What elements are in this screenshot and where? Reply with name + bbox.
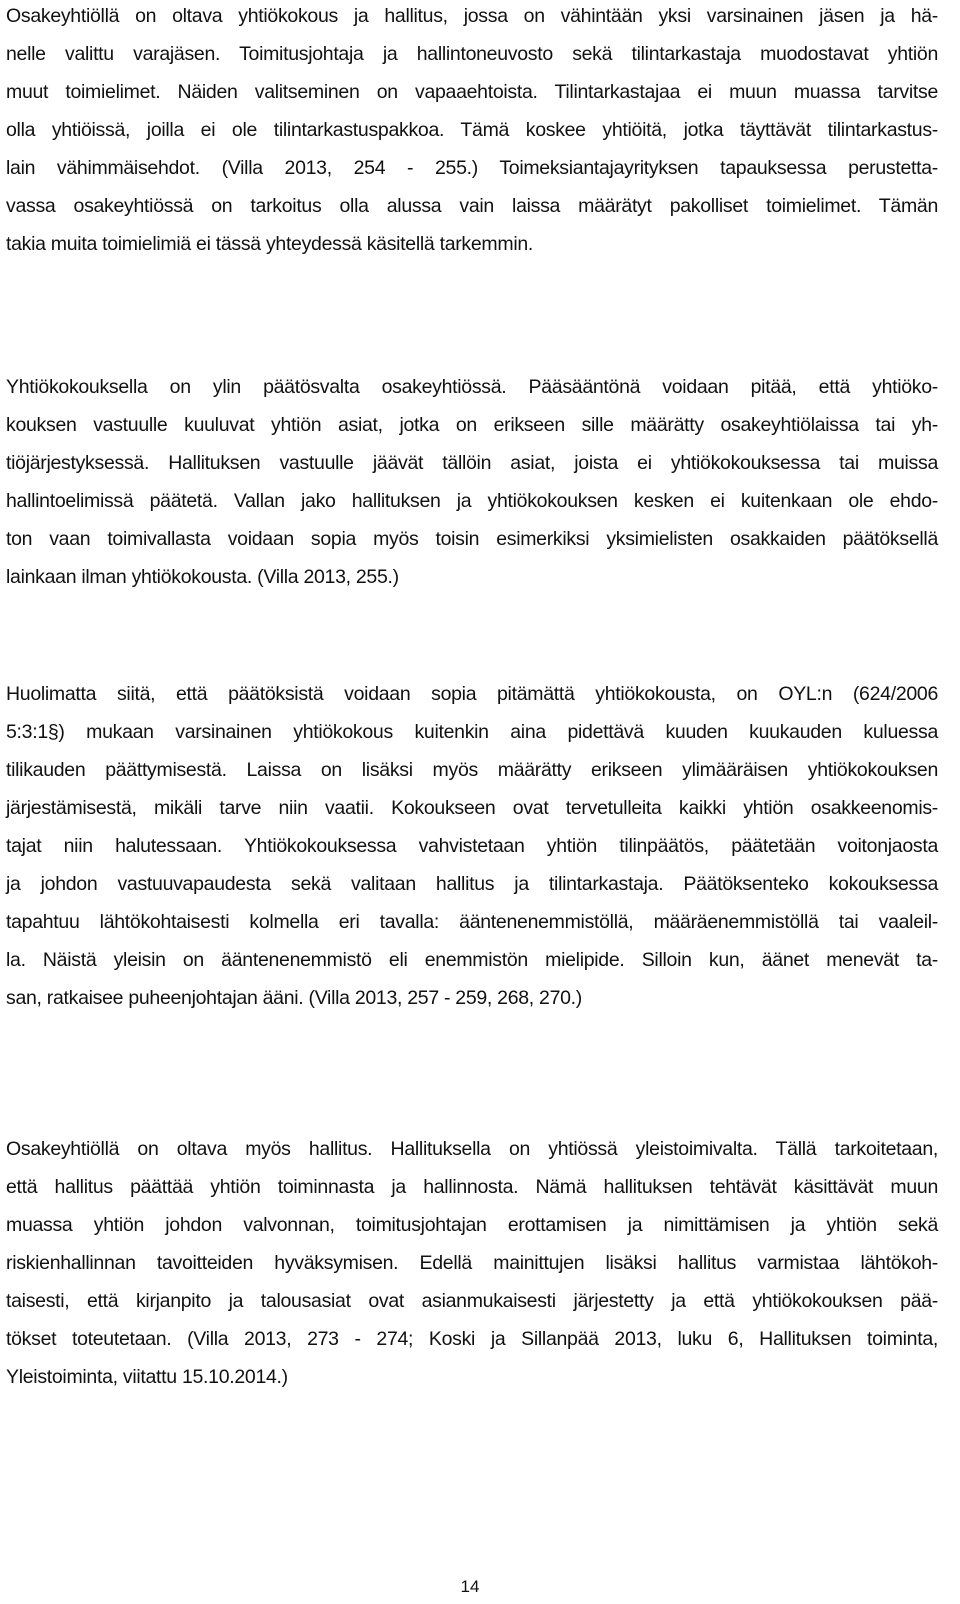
text-line: tapahtuu lähtökohtaisesti kolmella eri tavalla: ääntenenemmistöllä, määräenemmistöllä tai vaaleil- xyxy=(6,911,938,934)
text-line: tilikauden päättymisestä. Laissa on lisäksi myös määrätty erikseen ylimääräisen yhtiökokouksen xyxy=(6,759,938,782)
paragraph-4 xyxy=(6,1130,938,1396)
text-line: ton vaan toimivallasta voidaan sopia myös toisin esimerkiksi yksimielisten osakkaiden päätöksellä xyxy=(6,528,938,551)
paragraph-2 xyxy=(6,368,938,596)
text-line: tajat niin halutessaan. Yhtiökokouksessa vahvistetaan yhtiön tilinpäätös, päätetään voitonjaosta xyxy=(6,835,938,858)
text-line: lain vähimmäisehdot. (Villa 2013, 254 - 255.) Toimeksiantajayrityksen tapauksessa perustetta- xyxy=(6,157,938,180)
text-line: san, ratkaisee puheenjohtajan ääni. (Villa 2013, 257 - 259, 268, 270.) xyxy=(6,987,582,1010)
text-line: tökset toteutetaan. (Villa 2013, 273 - 274; Koski ja Sillanpää 2013, luku 6, Hallituksen toiminta, xyxy=(6,1328,938,1351)
text-line: Osakeyhtiöllä on oltava yhtiökokous ja hallitus, jossa on vähintään yksi varsinainen jäsen ja hä- xyxy=(6,5,938,27)
text-line: takia muita toimielimiä ei tässä yhteydessä käsitellä tarkemmin. xyxy=(6,233,534,256)
text-line: hallintoelimissä päätetä. Vallan jako hallituksen ja yhtiökokouksen kesken ei kuitenkaan ole ehdo- xyxy=(6,490,938,513)
text-line: nelle valittu varajäsen. Toimitusjohtaja ja hallintoneuvosto sekä tilintarkastaja muodostavat yhtiön xyxy=(6,43,938,66)
text-line: kouksen vastuulle kuuluvat yhtiön asiat, jotka on erikseen sille määrätty osakeyhtiölaissa tai yh- xyxy=(6,414,938,437)
text-line: Osakeyhtiöllä on oltava myös hallitus. Hallituksella on yhtiössä yleistoimivalta. Tällä tarkoitetaan, xyxy=(6,1138,938,1160)
text-line: järjestämisestä, mikäli tarve niin vaatii. Kokoukseen ovat tervetulleita kaikki yhtiön osakkeenomis- xyxy=(6,797,938,820)
text-line: 5:3:1§) mukaan varsinainen yhtiökokous kuitenkin aina pidettävä kuuden kuukauden kuluessa xyxy=(6,721,938,744)
paragraph-3 xyxy=(6,675,938,1017)
text-line: taisesti, että kirjanpito ja talousasiat ovat asianmukaisesti järjestetty ja että yhtiökokouksen pää- xyxy=(6,1290,938,1313)
text-line: Yhtiökokouksella on ylin päätösvalta osakeyhtiössä. Pääsääntönä voidaan pitää, että yhtiöko- xyxy=(6,376,938,398)
paragraph-1 xyxy=(6,0,938,263)
text-line: muut toimielimet. Näiden valitseminen on vapaaehtoista. Tilintarkastajaa ei muun muassa tarvitse xyxy=(6,81,938,104)
text-line: Yleistoiminta, viitattu 15.10.2014.) xyxy=(6,1366,288,1389)
text-line: tiöjärjestyksessä. Hallituksen vastuulle jäävät tällöin asiat, joista ei yhtiökokouksessa tai muissa xyxy=(6,452,938,475)
text-line: muassa yhtiön johdon valvonnan, toimitusjohtajan erottamisen ja nimittämisen ja yhtiön sekä xyxy=(6,1214,938,1237)
text-line: että hallitus päättää yhtiön toiminnasta ja hallinnosta. Nämä hallituksen tehtävät käsittävät muun xyxy=(6,1176,938,1199)
text-line: ja johdon vastuuvapaudesta sekä valitaan hallitus ja tilintarkastaja. Päätöksenteko kokouksessa xyxy=(6,873,938,896)
text-line: lainkaan ilman yhtiökokousta. (Villa 2013, 255.) xyxy=(6,566,399,589)
text-line: olla yhtiöissä, joilla ei ole tilintarkastuspakkoa. Tämä koskee yhtiöitä, jotka täyttävät tilintarkastus- xyxy=(6,119,938,142)
text-line: la. Näistä yleisin on ääntenenemmistö eli enemmistön mielipide. Silloin kun, äänet menevät ta- xyxy=(6,949,938,972)
text-line: Huolimatta siitä, että päätöksistä voidaan sopia pitämättä yhtiökokousta, on OYL:n (624/2006 xyxy=(6,683,938,705)
text-line: riskienhallinnan tavoitteiden hyväksymisen. Edellä mainittujen lisäksi hallitus varmistaa lähtökoh- xyxy=(6,1252,938,1275)
text-line: vassa osakeyhtiössä on tarkoitus olla alussa vain laissa määrätyt pakolliset toimielimet. Tämän xyxy=(6,195,938,218)
page-number: 14 xyxy=(460,1577,480,1596)
